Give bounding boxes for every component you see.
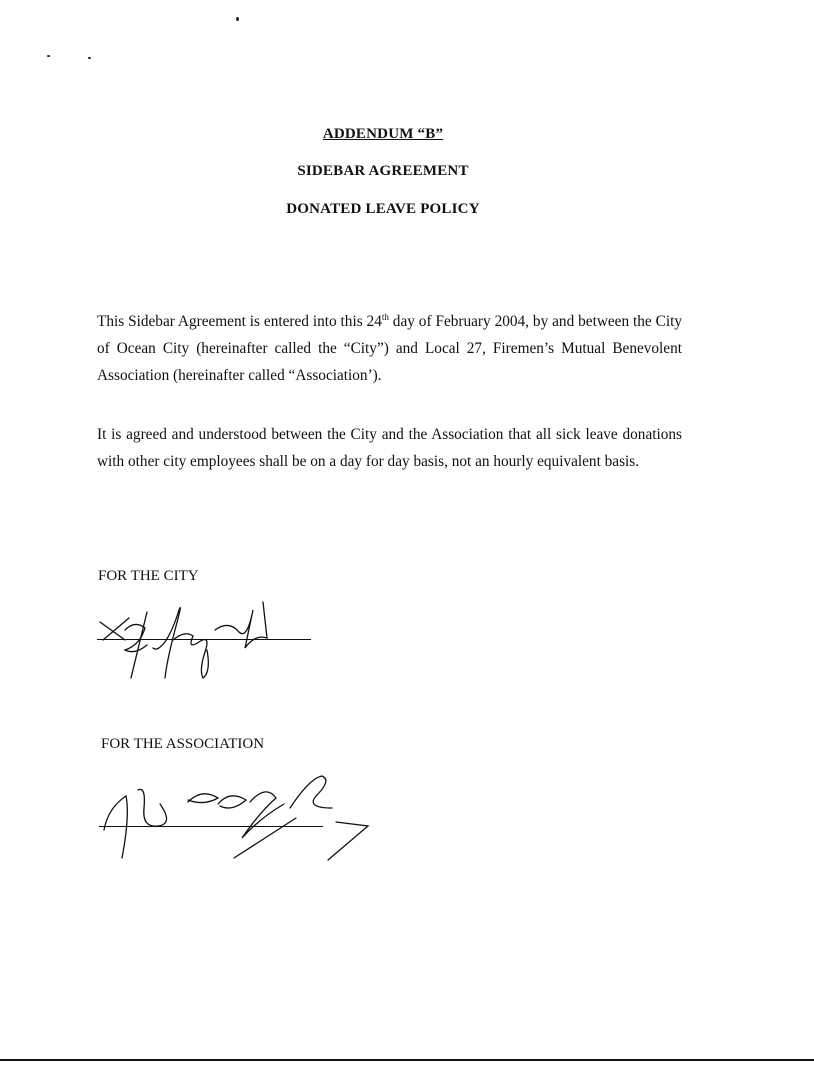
scan-speck: [47, 55, 50, 57]
association-signature: [100, 768, 380, 868]
agreement-paragraph: [97, 308, 682, 389]
city-signature: [95, 590, 315, 685]
paragraph-text-start: This Sidebar Agreement is entered into this 24: [97, 313, 382, 330]
city-signature-label: FOR THE CITY: [98, 568, 199, 584]
scan-edge-line: [0, 1059, 814, 1061]
policy-title: DONATED LEAVE POLICY: [286, 201, 480, 217]
city-signature-line: [97, 639, 311, 640]
association-signature-label: FOR THE ASSOCIATION: [101, 736, 265, 752]
scan-speck: [236, 17, 239, 21]
paragraph-text-end: day of February 2004, by and between the City of Ocean City (hereinafter called the “City”) and Local 27, Firemen’s Mutual Benevolent Association (hereinafter called “Association’).: [97, 313, 682, 384]
addendum-heading: ADDENDUM “B”: [322, 126, 444, 142]
sidebar-agreement-heading: SIDEBAR AGREEMENT: [297, 163, 469, 179]
association-signature-line: [99, 826, 323, 827]
terms-paragraph: It is agreed and understood between the City and the Association that all sick leave donations with other city employees shall be on a day for day basis, not an hourly equivalent basis.: [97, 426, 682, 470]
ordinal-suffix: th: [381, 311, 389, 322]
scan-speck: [88, 57, 91, 59]
